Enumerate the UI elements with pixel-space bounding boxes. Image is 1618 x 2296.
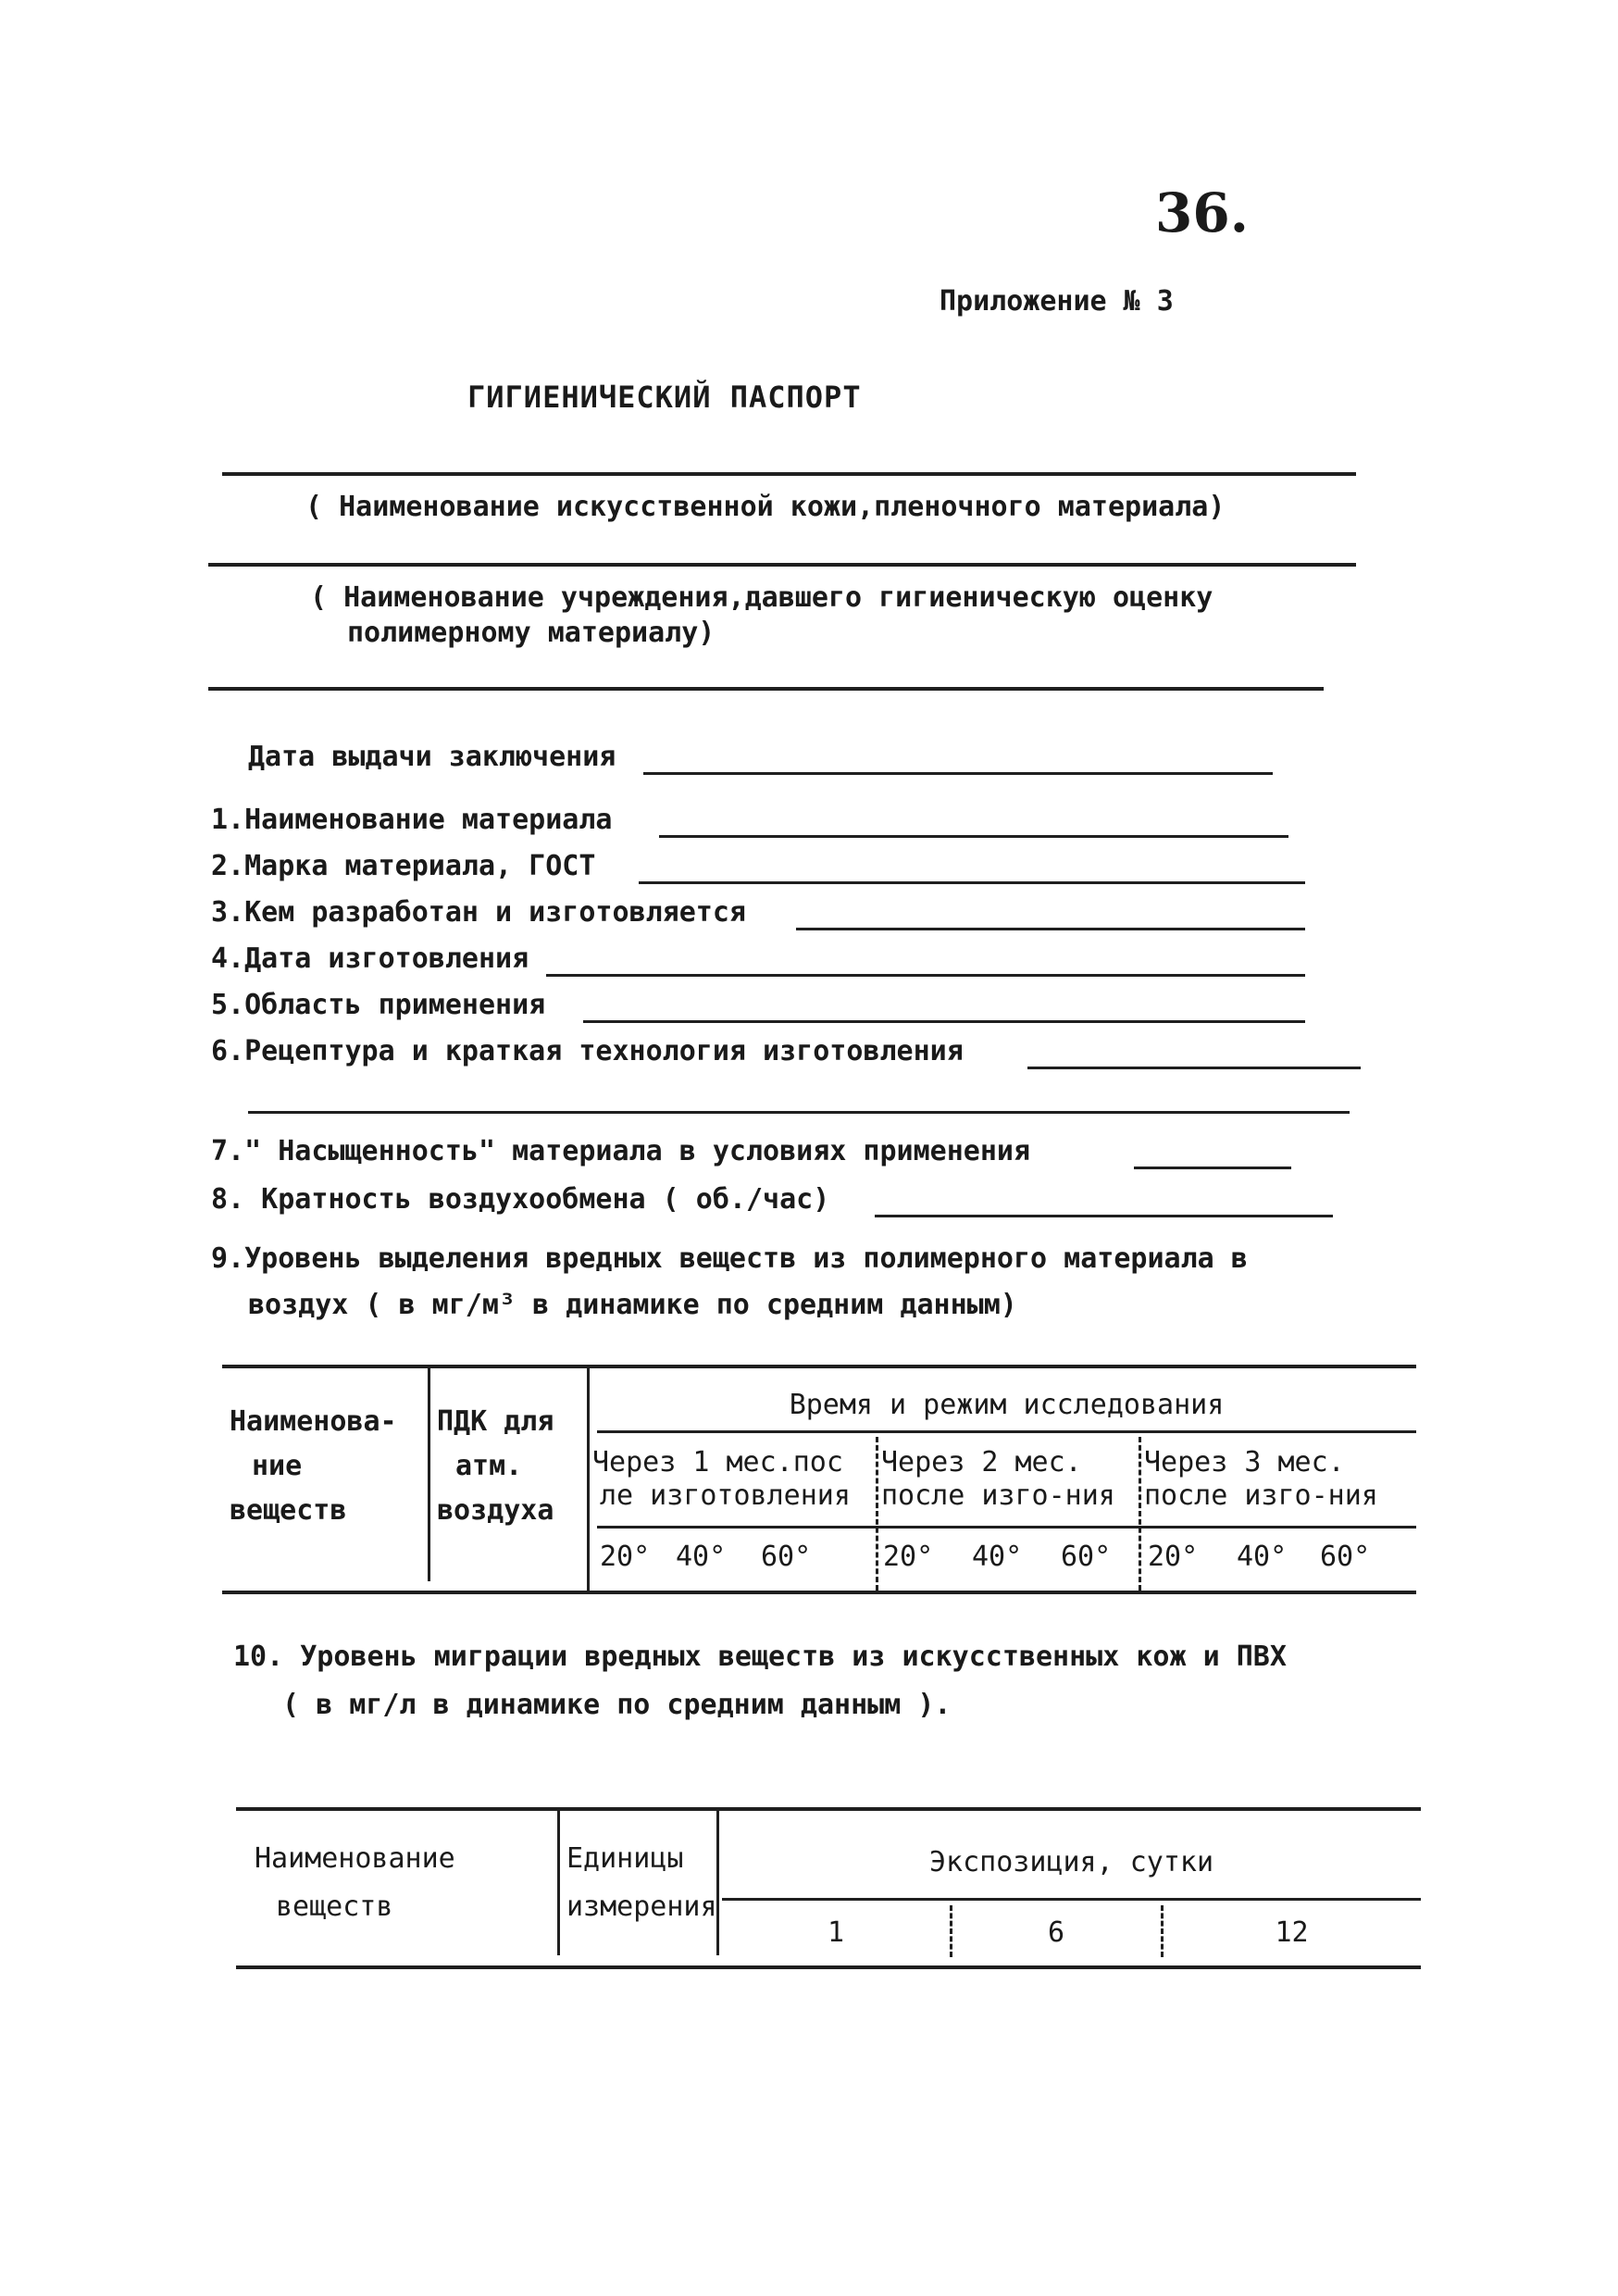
table1-p2-temp-40: 40° xyxy=(972,1541,1023,1573)
field-2-blank xyxy=(639,881,1305,884)
issue-date-label: Дата выдачи заключения xyxy=(248,741,616,773)
table1-col2-line3: воздуха xyxy=(437,1494,554,1527)
table1-p2-temp-60: 60° xyxy=(1061,1541,1112,1573)
table1-period3-line1: Через 3 мес. xyxy=(1144,1446,1345,1479)
table1-col-divider-1 xyxy=(428,1365,430,1581)
table1-col-divider-2 xyxy=(587,1365,590,1591)
field-5-label: 5.Область применения xyxy=(211,989,546,1021)
table1-p3-temp-20: 20° xyxy=(1148,1541,1199,1573)
field-8-blank xyxy=(875,1215,1333,1217)
field-6-label: 6.Рецептура и краткая технология изготовления xyxy=(211,1035,964,1067)
table2-col-divider-2 xyxy=(716,1807,719,1955)
table1-p3-temp-60: 60° xyxy=(1320,1541,1371,1573)
table1-period-rule xyxy=(597,1526,1416,1529)
table1-period2-line1: Через 2 мес. xyxy=(881,1446,1082,1479)
field-10-label-line1: 10. Уровень миграции вредных веществ из искусственных кож и ПВХ xyxy=(233,1641,1287,1673)
field-3-blank xyxy=(796,928,1305,930)
table2-day-1: 1 xyxy=(827,1916,845,1949)
field-1-blank xyxy=(659,835,1288,838)
field-4-label: 4.Дата изготовления xyxy=(211,942,529,975)
table2-top-rule xyxy=(236,1807,1421,1811)
table1-period1-line2: ле изготовления xyxy=(600,1479,851,1512)
table1-period1-line1: Через 1 мес.пос xyxy=(592,1446,843,1479)
table1-p1-temp-40: 40° xyxy=(676,1541,727,1573)
field-2-label: 2.Марка материала, ГОСТ xyxy=(211,850,596,882)
table1-p1-temp-20: 20° xyxy=(600,1541,651,1573)
institution-caption-line2: полимерному материалу) xyxy=(347,617,716,649)
table1-p1-temp-60: 60° xyxy=(761,1541,812,1573)
document-title: ГИГИЕНИЧЕСКИЙ ПАСПОРТ xyxy=(467,380,862,415)
table1-group-header: Время и режим исследования xyxy=(789,1389,1225,1421)
table1-col1-line1: Наименова- xyxy=(230,1405,397,1438)
material-name-caption: ( Наименование искусственной кожи,пленочного материала) xyxy=(305,491,1226,523)
field-7-label: 7." Насыщенность" материала в условиях применения xyxy=(211,1135,1031,1167)
table2-day-6: 6 xyxy=(1047,1916,1065,1949)
table1-col1-line3: веществ xyxy=(230,1494,347,1527)
table1-p2-temp-20: 20° xyxy=(883,1541,934,1573)
table1-period2-line2: после изго-ния xyxy=(881,1479,1115,1512)
table2-group-rule xyxy=(722,1898,1421,1901)
table1-col2-line1: ПДК для xyxy=(437,1405,554,1438)
table2-day-12: 12 xyxy=(1275,1916,1309,1949)
field-1-label: 1.Наименование материала xyxy=(211,804,613,836)
institution-name-line xyxy=(208,563,1356,567)
table1-group-rule xyxy=(597,1430,1416,1433)
field-6-blank-2 xyxy=(248,1111,1350,1114)
page-number: 36. xyxy=(1155,181,1249,244)
table2-col2-line2: измерения xyxy=(566,1890,717,1923)
field-9-label-line2: воздух ( в мг/м³ в динамике по средним данным) xyxy=(248,1289,1017,1321)
appendix-label: Приложение № 3 xyxy=(940,285,1174,318)
field-9-label-line1: 9.Уровень выделения вредных веществ из полимерного материала в xyxy=(211,1242,1248,1275)
table1-col1-line2: ние xyxy=(252,1450,303,1482)
table2-col2-line1: Единицы xyxy=(566,1842,684,1875)
issue-date-blank xyxy=(643,772,1273,775)
table2-col1-line1: Наименование xyxy=(255,1842,455,1875)
field-10-label-line2: ( в мг/л в динамике по средним данным ). xyxy=(282,1689,952,1721)
field-7-blank xyxy=(1134,1167,1291,1169)
table2-col1-line2: веществ xyxy=(276,1890,393,1923)
table1-col-divider-4 xyxy=(1139,1437,1141,1591)
institution-caption-line1: ( Наименование учреждения,давшего гигиеническую оценку xyxy=(310,581,1214,614)
field-8-label: 8. Кратность воздухообмена ( об./час) xyxy=(211,1183,830,1216)
table1-bottom-rule xyxy=(222,1591,1416,1594)
table2-col-divider-1 xyxy=(557,1807,560,1955)
table1-p3-temp-40: 40° xyxy=(1237,1541,1288,1573)
table1-col2-line2: атм. xyxy=(455,1450,523,1482)
institution-bottom-line xyxy=(208,687,1324,691)
material-name-line xyxy=(222,472,1356,476)
table2-group-header: Экспозиция, сутки xyxy=(928,1846,1214,1878)
table1-period3-line2: после изго-ния xyxy=(1144,1479,1378,1512)
field-6-blank xyxy=(1027,1067,1361,1069)
table1-top-rule xyxy=(222,1365,1416,1368)
field-5-blank xyxy=(583,1020,1305,1023)
field-4-blank xyxy=(546,974,1305,977)
table1-col-divider-3 xyxy=(876,1437,878,1591)
field-3-label: 3.Кем разработан и изготовляется xyxy=(211,896,746,929)
table2-bottom-rule xyxy=(236,1965,1421,1969)
